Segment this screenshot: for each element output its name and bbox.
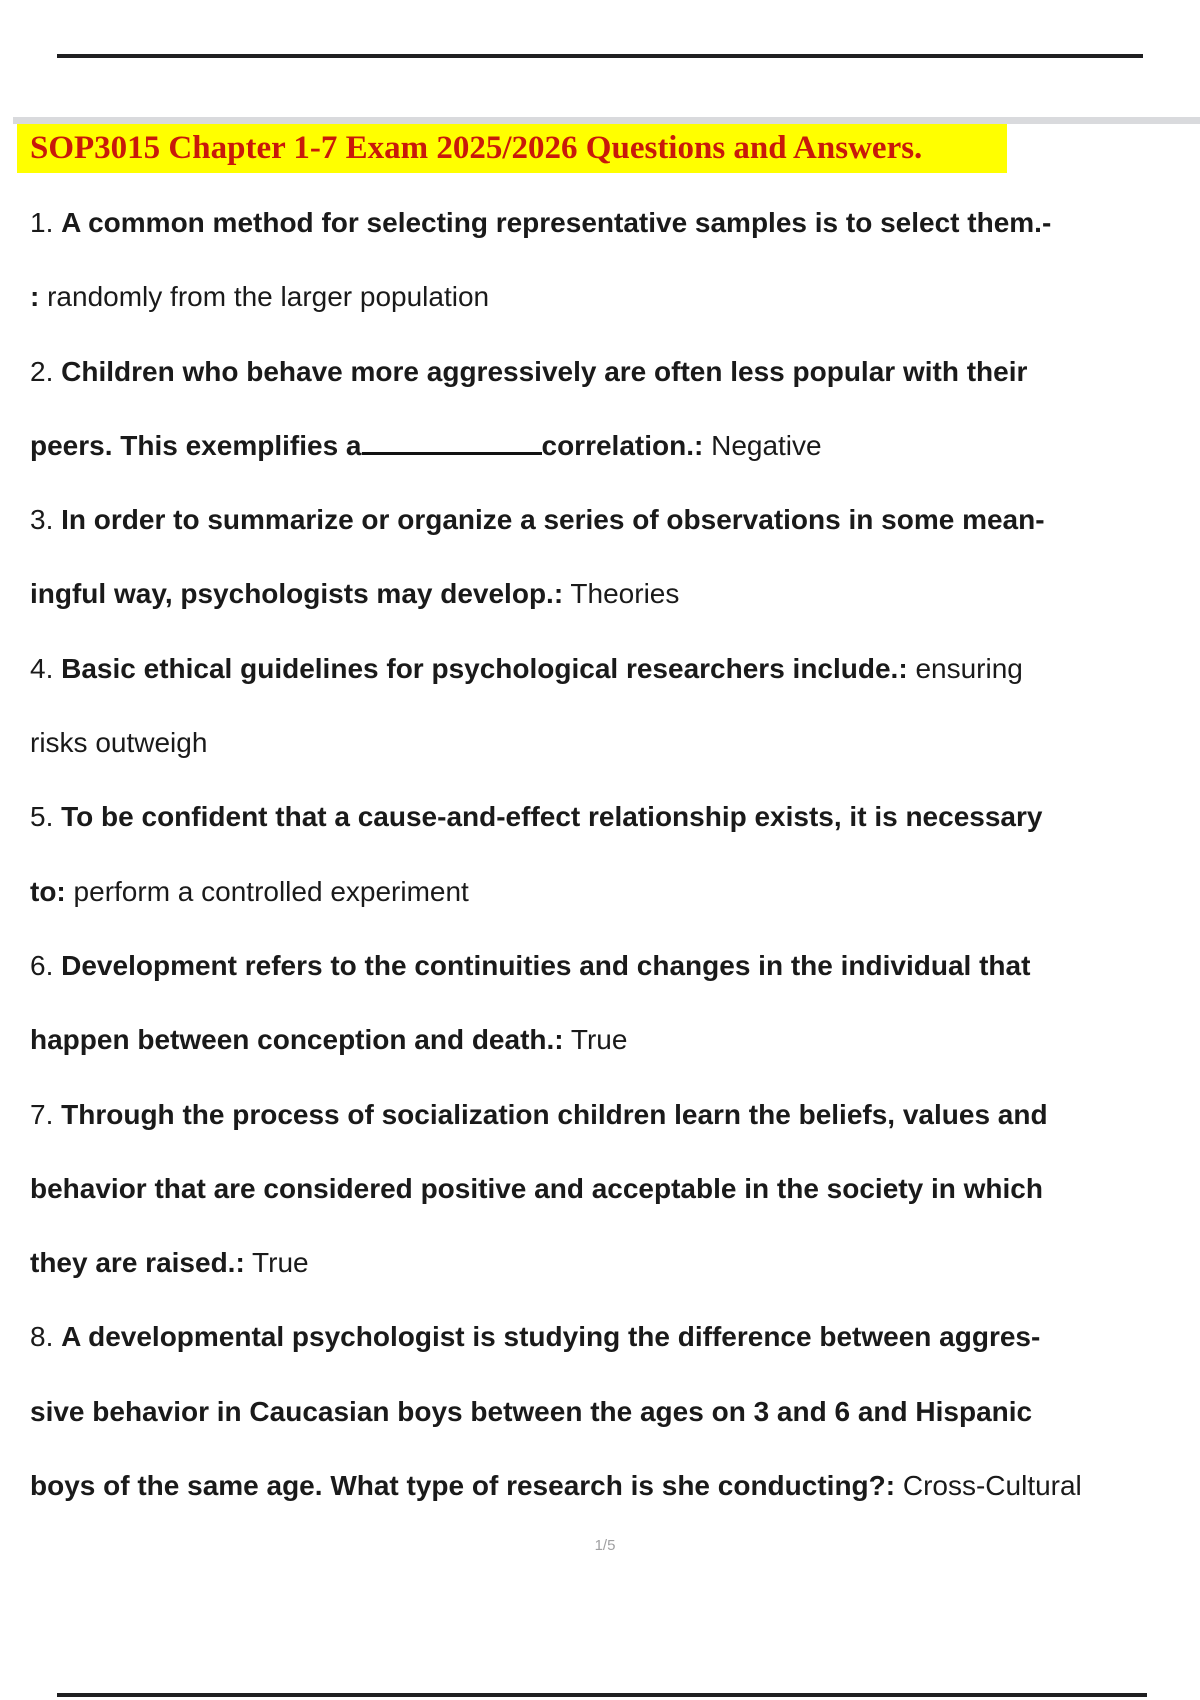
question-text: Through the process of socialization children learn the beliefs, values and [61, 1098, 1048, 1130]
question-text: A common method for selecting representative samples is to select them.- [61, 207, 1052, 238]
answer-text: True [563, 1024, 628, 1056]
answer-text: 7. [30, 1098, 62, 1130]
answer-text: Cross-Cultural [895, 1470, 1082, 1502]
qa-line [30, 1226, 1200, 1300]
question-text: boys of the same age. What type of research is she conducting?: [30, 1470, 896, 1502]
qa-line [30, 1449, 1200, 1523]
answer-text: True [244, 1247, 309, 1279]
question-text: sive behavior in Caucasian boys between the ages on 3 and 6 and Hispanic [30, 1395, 1033, 1427]
qa-line [30, 260, 1200, 334]
question-text: Development refers to the continuities and changes in the individual that [61, 949, 1031, 981]
qa-lines [30, 186, 1200, 1523]
question-text: happen between conception and death.: [30, 1024, 564, 1056]
answer-text: ensuring [907, 652, 1023, 684]
question-text: In order to summarize or organize a series of observations in some mean- [61, 504, 1045, 536]
answer-text: 2. [30, 355, 62, 387]
answer-text: Negative [703, 429, 822, 461]
answer-text: 4. [30, 652, 62, 684]
qa-line [30, 557, 1200, 631]
qa-line [30, 335, 1200, 409]
answer-text: 6. [30, 949, 62, 981]
question-text: peers. This exemplifies a [30, 429, 362, 461]
question-text: To be confident that a cause-and-effect relationship exists, it is necessary [61, 801, 1043, 833]
page-title: SOP3015 Chapter 1-7 Exam 2025/2026 Questions and Answers. [30, 130, 923, 166]
qa-line [30, 1078, 1200, 1152]
answer-text: perform a controlled experiment [65, 875, 469, 907]
qa-line [30, 706, 1200, 780]
question-text: A developmental psychologist is studying the difference between aggres- [61, 1321, 1041, 1353]
qa-line [30, 1375, 1200, 1449]
question-text: : [30, 281, 48, 313]
header-gray-strip [13, 117, 1200, 124]
question-text: behavior that are considered positive and acceptable in the society in which [30, 1172, 1043, 1204]
bottom-rule-divider [57, 1693, 1147, 1697]
qa-line [30, 632, 1200, 706]
qa-line [30, 186, 1200, 260]
answer-text: 1. [30, 207, 62, 238]
question-text: to: [30, 875, 66, 907]
answer-text: 3. [30, 504, 62, 536]
qa-line [30, 1300, 1200, 1374]
question-text: Basic ethical guidelines for psychological researchers include.: [61, 652, 908, 684]
qa-line [30, 855, 1200, 929]
answer-blank-underline [362, 450, 542, 455]
title-highlight-band [17, 124, 1007, 173]
qa-line [30, 1152, 1200, 1226]
qa-line [30, 1003, 1200, 1077]
answer-text: randomly from the larger population [47, 281, 490, 313]
qa-line [30, 780, 1200, 854]
question-text: ingful way, psychologists may develop.: [30, 578, 564, 610]
question-text: Children who behave more aggressively are often less popular with their [61, 355, 1028, 387]
answer-text: 8. [30, 1321, 62, 1353]
answer-text: 5. [30, 801, 62, 833]
qa-line [30, 929, 1200, 1003]
answer-text: risks outweigh [30, 727, 208, 759]
question-text: correlation.: [541, 429, 704, 461]
page-indicator: 1/5 [594, 1537, 616, 1554]
top-rule-divider [57, 54, 1143, 58]
answer-text: Theories [563, 578, 680, 610]
qa-line [30, 409, 1200, 483]
qa-line [30, 483, 1200, 557]
question-text: they are raised.: [30, 1247, 245, 1279]
